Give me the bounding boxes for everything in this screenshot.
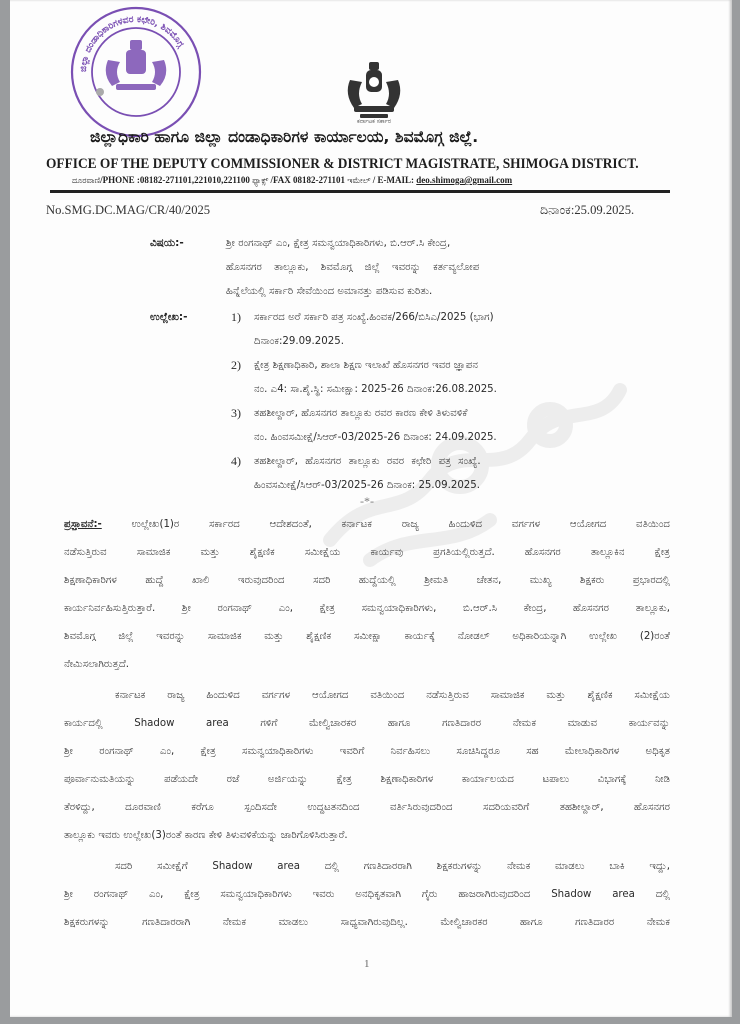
phone-value: :08182-271101,221010,221100 [134,175,253,185]
office-seal-stamp [68,4,204,140]
header-divider [50,190,670,193]
preamble-line: ನಡೆಸುತ್ತಿರುವ ಸಾಮಾಜಿಕ ಮತ್ತು ಶೈಕ್ಷಣಿಕ ಸಮೀಕ್ಷೆಯ ಕಾರ್ಯವು ಪ್ರಗತಿಯಲ್ಲಿರುತ್ತದೆ. ಹೊಸನಗರ ತಾಲ್ಲೂಕಿನ ಕ್ಷೇತ್ರ [64,547,670,558]
subject-line: ಹೊಸನಗರ ತಾಲ್ಲೂಕು, ಶಿವಮೊಗ್ಗ ಜಿಲ್ಲೆ ಇವರನ್ನು ಕರ್ತವ್ಯಲೋಪ [226,262,480,273]
fax-label-kannada: ಫ್ಯಾಕ್ಸ್ [252,176,269,185]
paragraph3-line: ಸದರಿ ಸಮೀಕ್ಷೆಗೆ Shadow area ದಲ್ಲಿ ಗಣತಿದಾರರಾಗಿ ಶಿಕ್ಷಕರುಗಳನ್ನು ನೇಮಕ ಮಾಡಲು ಬಾಕಿ ಇದ್ದು, [115,861,670,872]
karnataka-emblem [340,60,408,122]
preamble-line-1 [64,519,670,531]
reference-item-line: ತಹಶೀಲ್ದಾರ್, ಹೊಸನಗರ ತಾಲ್ಲೂಕು ರವರ ಕಾರಣ ಕೇಳಿ ತಿಳುವಳಿಕೆ [254,408,468,419]
stamp-text: ಜಿಲ್ಲಾ ದಂಡಾಧಿಕಾರಿಗಳವರ ಕಛೇರಿ, ಶಿವಮೊಗ್ಗ [78,14,186,73]
phone-label-kannada: ದೂರವಾಣಿ [72,176,101,185]
reference-number-2: 2) [231,358,241,372]
office-title-english: OFFICE OF THE DEPUTY COMMISSIONER & DISTRICT MAGISTRATE, SHIMOGA DISTRICT. [46,156,639,172]
preamble-line: ಶಿಕ್ಷಣಾಧಿಕಾರಿಗಳ ಹುದ್ದೆ ಖಾಲಿ ಇರುವುದರಿಂದ ಸದರಿ ಹುದ್ದೆಯಲ್ಲಿ ಶ್ರೀಮತಿ ಚೇತನ, ಮುಖ್ಯ ಶಿಕ್ಷಕರು ಪ್ರಭಾರದಲ್ಲಿ [64,575,670,586]
preamble-line: ಶಿವಮೊಗ್ಗ ಜಿಲ್ಲೆ ಇವರನ್ನು ಸಾಮಾಜಿಕ ಮತ್ತು ಶೈಕ್ಷಣಿಕ ಸಮೀಕ್ಷಾ ಕಾರ್ಯಕ್ಕೆ ನೋಡಲ್ ಅಧಿಕಾರಿಯನ್ನಾಗಿ ಉಲ್ಲೇಖ (2)ರಂತೆ [64,631,670,642]
phone-label: /PHONE [100,175,135,185]
fax-value: /FAX 08182-271101 [268,175,348,185]
subject-line: ಶ್ರೀ ರಂಗನಾಥ್ ಎಂ, ಕ್ಷೇತ್ರ ಸಮನ್ವಯಾಧಿಕಾರಿಗಳು, ಬಿ.ಆರ್.ಸಿ ಕೇಂದ್ರ, [226,238,451,249]
watermark-logo [310,370,640,570]
document-page [10,0,732,1017]
reference-item-line: ನಂ. ಹಿಂವಸಮೀಕ್ಷೆ/ಸಿಆರ್-03/2025-26 ದಿನಾಂಕ: 24.09.2025. [254,432,497,443]
office-title-kannada: ಜಿಲ್ಲಾಧಿಕಾರಿ ಹಾಗೂ ಜಿಲ್ಲಾ ದಂಡಾಧಿಕಾರಿಗಳ ಕಾರ್ಯಾಲಯ, ಶಿವಮೊಗ್ಗ ಜಿಲ್ಲೆ. [90,128,479,146]
letter-date: ದಿನಾಂಕ:25.09.2025. [540,203,635,217]
preamble-text: ಉಲ್ಲೇಖ(1)ರ ಸರ್ಕಾರದ ಆದೇಶದಂತೆ, ಕರ್ನಾಟಕ ರಾಜ್ಯ ಹಿಂದುಳಿದ ವರ್ಗಗಳ ಆಯೋಗದ ವತಿಯಿಂದ [101,519,670,530]
paragraph2-line: ಕಾರ್ಯದಲ್ಲಿ Shadow area ಗಳಿಗೆ ಮೇಲ್ವಿಚಾರಕರ ಹಾಗೂ ಗಣತಿದಾರರ ನೇಮಕ ಮಾಡುವ ಕಾರ್ಯವನ್ನು [64,718,670,729]
references-label: ಉಲ್ಲೇಖ:- [150,311,188,323]
section-separator: -*- [360,494,374,508]
paragraph3-line: ಶಿಕ್ಷಕರುಗಳನ್ನು ಗಣತಿದಾರರಾಗಿ ನೇಮಕ ಮಾಡಲು ಸಾಧ್ಯವಾಗಿರುವುದಿಲ್ಲ. ಮೇಲ್ವಿಚಾರಕರ ಹಾಗೂ ಗಣತಿದಾರರ ನೇಮಕ [64,917,670,928]
emblem-caption: ಕರ್ನಾಟಕ ಸರ್ಕಾರ [356,118,392,125]
paragraph2-line: ಕರ್ನಾಟಕ ರಾಜ್ಯ ಹಿಂದುಳಿದ ವರ್ಗಗಳ ಆಯೋಗದ ವತಿಯಿಂದ ನಡೆಸುತ್ತಿರುವ ಸಾಮಾಜಿಕ ಮತ್ತು ಶೈಕ್ಷಣಿಕ ಸಮೀಕ್ಷೆಯ [115,690,670,701]
reference-item-line: ಸರ್ಕಾರದ ಅರೆ ಸರ್ಕಾರಿ ಪತ್ರ ಸಂಖ್ಯೆ.ಹಿಂವಕ/266/ಬಿಸಿಎ/2025 (ಭಾಗ) [254,312,494,323]
page-number: 1 [364,958,370,970]
email-label: / E-MAIL: [370,175,417,185]
preamble-label: ಪ್ರಸ್ತಾವನೆ:- [64,519,102,530]
reference-number-4: 4) [231,454,241,468]
reference-number: No.SMG.DC.MAG/CR/40/2025 [46,203,211,217]
paragraph2-line: ತಾಲ್ಲೂಕು ಇವರು ಉಲ್ಲೇಖ(3)ರಂತೆ ಕಾರಣ ಕೇಳಿ ತಿಳುವಳಿಕೆಯನ್ನು ಜಾರಿಗೊಳಿಸಿರುತ್ತಾರೆ. [64,830,348,841]
subject-line: ಹಿನ್ನೆಲೆಯಲ್ಲಿ ಸರ್ಕಾರಿ ಸೇವೆಯಿಂದ ಅಮಾನತ್ತು ಪಡಿಸುವ ಕುರಿತು. [226,286,433,297]
paragraph2-line: ತೆರಳಿದ್ದು, ದೂರವಾಣಿ ಕರೆಗೂ ಸ್ಪಂದಿಸದೇ ಉದ್ಧಟತನದಿಂದ ವರ್ತಿಸಿರುವುದರಿಂದ ಸದರಿಯವರಿಗೆ ತಹಶೀಲ್ದಾರ್, ಹೊಸನಗರ [64,802,670,813]
reference-item-line: ತಹಶೀಲ್ದಾರ್, ಹೊಸನಗರ ತಾಲ್ಲೂಕು ರವರ ಕಛೇರಿ ಪತ್ರ ಸಂಖ್ಯೆ. [254,456,481,467]
paragraph3-line: ಶ್ರೀ ರಂಗನಾಥ್ ಎಂ, ಕ್ಷೇತ್ರ ಸಮನ್ವಯಾಧಿಕಾರಿಗಳು ಇವರು ಅನಧಿಕೃತವಾಗಿ ಗೈರು ಹಾಜರಾಗಿರುವುದರಿಂದ Shadow area ದಲ್ಲಿ [64,889,670,900]
reference-item-line: ಹಿಂವಸಮೀಕ್ಷೆ/ಸಿಆರ್-03/2025-26 ದಿನಾಂಕ: 25.09.2025. [254,480,481,491]
reference-item-line: ಕ್ಷೇತ್ರ ಶಿಕ್ಷಣಾಧಿಕಾರಿ, ಶಾಲಾ ಶಿಕ್ಷಣ ಇಲಾಖೆ ಹೊಸನಗರ ಇವರ ಜ್ಞಾಪನ [254,360,478,371]
reference-item-line: ನಂ. ಎ4: ಸಾ.ಶೈ.ಸ್ಥಿ: ಸಮೀಕ್ಷಾ: 2025-26 ದಿನಾಂಕ:26.08.2025. [254,384,497,395]
paragraph2-line: ಪೂರ್ವಾನುಮತಿಯನ್ನು ಪಡೆಯದೇ ರಜೆ ಅರ್ಜಿಯನ್ನು ಕ್ಷೇತ್ರ ಶಿಕ್ಷಣಾಧಿಕಾರಿಗಳ ಕಾರ್ಯಾಲಯದ ಟಪಾಲು ವಿಭಾಗಕ್ಕೆ ನೀಡಿ [64,774,670,785]
preamble-line: ಕಾರ್ಯನಿರ್ವಹಿಸುತ್ತಿರುತ್ತಾರೆ. ಶ್ರೀ ರಂಗನಾಥ್ ಎಂ, ಕ್ಷೇತ್ರ ಸಮನ್ವಯಾಧಿಕಾರಿಗಳು, ಬಿ.ಆರ್.ಸಿ ಕೇಂದ್ರ, ಹೊಸನಗರ ತಾಲ್ಲೂಕು, [64,603,670,614]
email-link[interactable]: deo.shimoga@gmail.com [416,175,513,185]
reference-item-line: ದಿನಾಂಕ:29.09.2025. [254,336,344,347]
reference-number-1: 1) [231,310,241,324]
contact-line [72,175,732,186]
subject-label: ವಿಷಯ:- [150,237,184,249]
preamble-line: ನೇಮಿಸಲಾಗಿರುತ್ತದೆ. [64,659,130,670]
reference-number-3: 3) [231,406,241,420]
paragraph2-line: ಶ್ರೀ ರಂಗನಾಥ್ ಎಂ, ಕ್ಷೇತ್ರ ಸಮನ್ವಯಾಧಿಕಾರಿಗಳು ಇವರಿಗೆ ನಿರ್ವಹಿಸಲು ಸೂಚಿಸಿದ್ದರೂ ಸಹ ಮೇಲಾಧಿಕಾರಿಗಳ ಅಧಿಕೃತ [64,746,670,757]
email-label-kannada: ಇಮೇಲ್ [347,176,371,185]
